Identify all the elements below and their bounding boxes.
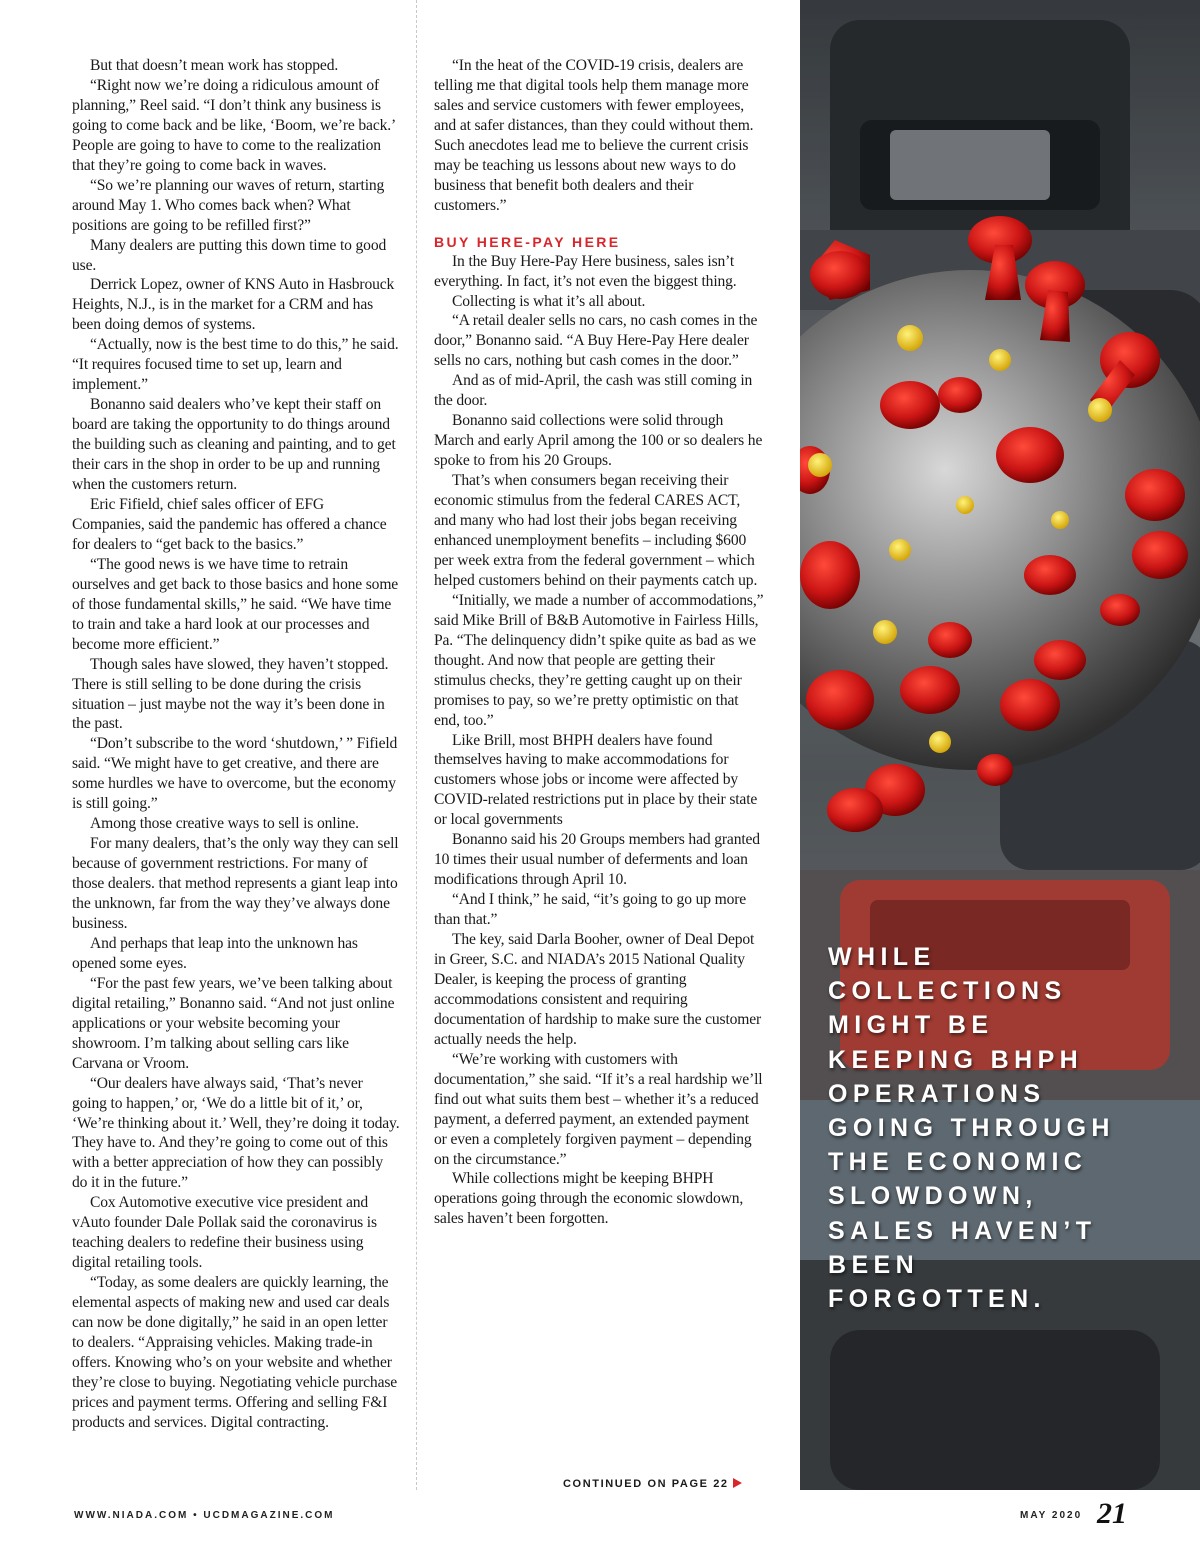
paragraph: Derrick Lopez, owner of KNS Auto in Hasbrouck Heights, N.J., is in the market for a CRM and has been doing demos of systems.	[72, 276, 395, 334]
footer-date: MAY 2020	[1020, 1510, 1083, 1521]
paragraph: The key, said Darla Booher, owner of Deal Depot in Greer, S.C. and NIADA’s 2015 National Quality Dealer, is keeping the process of granting accommodations consistent and requiring documentation of hardship to make sure the customer actually needs the help.	[434, 931, 762, 1048]
section-heading: BUY HERE-PAY HERE	[434, 233, 621, 250]
paragraph: “Initially, we made a number of accommodations,” said Mike Brill of B&B Automotive in Fairless Hills, Pa. “The delinquency didn’t spike quite as bad as we thought. And now that people are getting their stimulus checks, they’re getting caught up on their promises to pay, so we’re pretty optimistic on that end, too.”	[434, 591, 764, 729]
paragraph: “Don’t subscribe to the word ‘shutdown,’ ” Fifield said. “We might have to get creative, and there are some hurdles we have to overcome, but the economy is still going.”	[72, 735, 398, 813]
paragraph: Though sales have slowed, they haven’t stopped. There is still selling to be done during the crisis situation – just maybe not the way it’s been done in the past.	[72, 655, 389, 733]
paragraph: “The good news is we have time to retrain ourselves and get back to those basics and hone some of those fundamental skills,” he said. “We have time to train and take a hard look at our processes and become more efficient.”	[72, 555, 399, 653]
paragraph: “So we’re planning our waves of return, starting around May 1. Who comes back when? What positions are going to be refilled first?”	[72, 176, 385, 234]
middle-intro	[434, 56, 764, 216]
paragraph: Many dealers are putting this down time to good use.	[72, 236, 387, 274]
paragraph: “Right now we’re doing a ridiculous amount of planning,” Reel said. “I don’t think any business is going to come back and be like, ‘Boom, we’re back.’ People are going to have to come to the realization that they’re going to come back in waves.	[72, 76, 395, 174]
paragraph: And as of mid-April, the cash was still coming in the door.	[434, 372, 753, 410]
paragraph: Like Brill, most BHPH dealers have found themselves having to make accommodations for customers whose jobs or income were affected by COVID-related restrictions put in place by their state or local governments	[434, 731, 758, 829]
paragraph: That’s when consumers began receiving their economic stimulus from the federal CARES ACT, and many who had lost their jobs began receiving enhanced unemployment benefits – including $600 per week extra from the federal government – which helped customers behind on their payments catch up.	[434, 472, 758, 589]
article-column-middle	[434, 56, 764, 1229]
paragraph: Bonanno said dealers who’ve kept their staff on board are taking the opportunity to do things around the building such as cleaning and painting, and to get their cars in the shop in order to be up and running when the customers return.	[72, 396, 396, 494]
paragraph: But that doesn’t mean work has stopped.	[90, 57, 339, 74]
paragraph: “Today, as some dealers are quickly learning, the elemental aspects of making new and used car deals can now be done digitally,” he said in an open letter to dealers. “Appraising vehicles. Making trade-in offers. Knowing who’s on your website and whether they’re close to buying. Negotiating vehicle purchase prices and payment terms. Offering and selling F&I products and services. Digital contracting.	[72, 1274, 398, 1431]
paragraph: Bonanno said his 20 Groups members had granted 10 times their usual number of deferments and loan modifications through April 10.	[434, 831, 760, 889]
middle-body	[434, 252, 764, 1230]
paragraph: Among those creative ways to sell is online.	[90, 815, 359, 833]
paragraph: Collecting is what it’s all about.	[452, 292, 646, 310]
paragraph: Cox Automotive executive vice president and vAuto founder Dale Pollak said the coronavirus is teaching dealers to redefine their business using digital retailing tools.	[72, 1194, 377, 1272]
continued-label: CONTINUED ON PAGE 22	[563, 1478, 729, 1490]
column-divider	[416, 0, 417, 1490]
paragraph: “Actually, now is the best time to do this,” he said. “It requires focused time to set up, learn and implement.”	[72, 336, 399, 394]
paragraph: “A retail dealer sells no cars, no cash comes in the door,” Bonanno said. “A Buy Here-Pay Here dealer sells no cars, nothing but cash comes in the door.”	[434, 312, 758, 370]
paragraph: “And I think,” he said, “it’s going to go up more than that.”	[434, 891, 747, 929]
article-column-left	[72, 56, 400, 1433]
paragraph: Eric Fifield, chief sales officer of EFG Companies, said the pandemic has offered a chance for dealers to “get back to the basics.”	[72, 495, 387, 553]
paragraph: “Our dealers have always said, ‘That’s never going to happen,’ or, ‘We do a little bit of it,’ or, ‘We’re thinking about it.’ Well, they’re doing it today. They have to. And they’re going to come out of this with a better appreciation of how they can possibly do it in the future.”	[72, 1074, 400, 1192]
paragraph: For many dealers, that’s the only way they can sell because of government restrictions. For many of those dealers. that method represents a giant leap into the unknown, far from the way they’ve always done business.	[72, 835, 399, 932]
pull-quote: WHILE COLLECTIONS MIGHT BE KEEPING BHPH OPERATIONS GOING THROUGH THE ECONOMIC SLOWDOWN, SALES HAVEN’T BEEN FORGOTTEN.	[828, 943, 1115, 1314]
paragraph: While collections might be keeping BHPH operations going through the economic slowdown, sales haven’t been forgotten.	[434, 1170, 744, 1228]
paragraph: Bonanno said collections were solid through March and early April among the 100 or so dealers he spoke to from his 20 Groups.	[434, 412, 763, 470]
page-number: 21	[1097, 1497, 1127, 1530]
paragraph: “We’re working with customers with documentation,” she said. “If it’s a real hardship we’ll find out what suits them best – whether it’s a reduced payment, a deferred payment, an extended payment or even a completely forgiven payment – depending on the circumstance.”	[434, 1050, 763, 1168]
footer-websites: WWW.NIADA.COM • UCDMAGAZINE.COM	[74, 1510, 335, 1521]
paragraph: In the Buy Here-Pay Here business, sales isn’t everything. In fact, it’s not even the biggest thing.	[434, 252, 737, 290]
paragraph: “For the past few years, we’ve been talking about digital retailing,” Bonanno said. “And not just online applications or your website becoming your showroom. I’m talking about selling cars like Carvana or Vroom.	[72, 974, 395, 1072]
paragraph: “In the heat of the COVID-19 crisis, dealers are telling me that digital tools help them manage more sales and service customers with fewer employees, and at safer distances, than they could without them. Such anecdotes lead me to believe the current crisis may be teaching us lessons about new ways to do business that benefit both dealers and their customers.”	[434, 57, 754, 214]
arrow-right-icon	[733, 1478, 742, 1488]
continued-jump[interactable]	[563, 1478, 742, 1490]
paragraph: And perhaps that leap into the unknown has opened some eyes.	[72, 934, 358, 972]
